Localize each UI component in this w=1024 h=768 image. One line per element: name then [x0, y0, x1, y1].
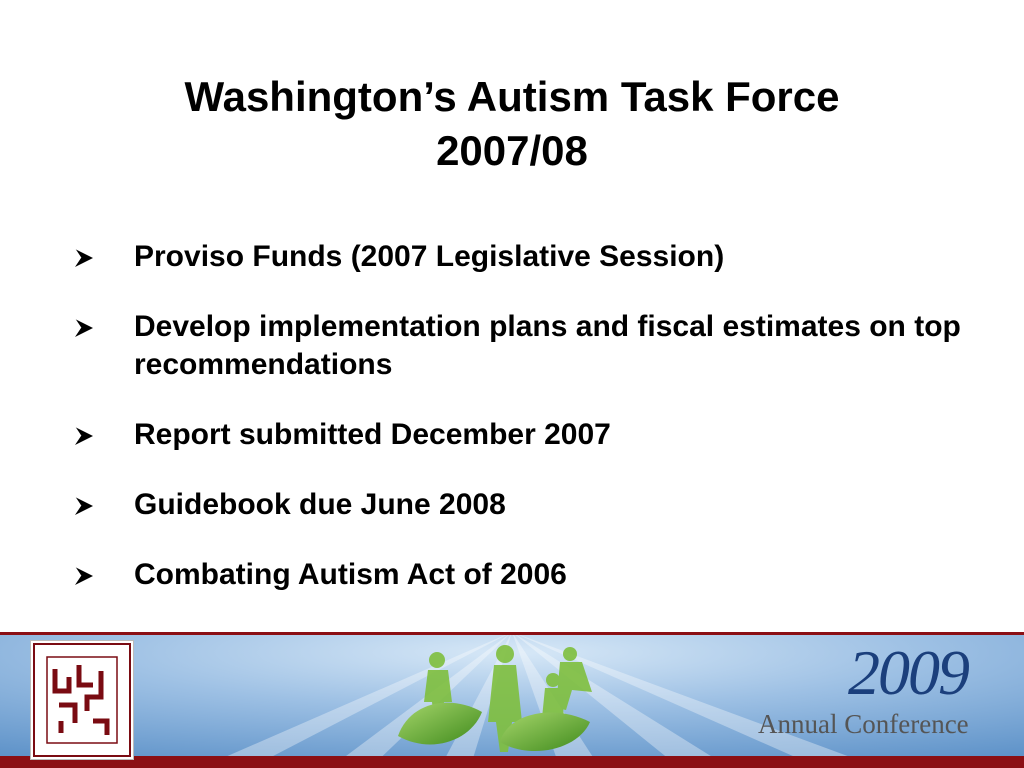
title-line-2: 2007/08	[436, 127, 588, 174]
slide-title	[0, 70, 1024, 178]
bullet-text: Report submitted December 2007	[134, 418, 611, 451]
amchp-logo-icon	[31, 641, 133, 759]
bullet-list	[72, 238, 972, 626]
arrow-bullet-icon	[72, 246, 96, 270]
bullet-item	[72, 238, 972, 276]
conference-label: Annual Conference	[758, 709, 969, 739]
bullet-text: Proviso Funds (2007 Legislative Session)	[134, 240, 725, 273]
bullet-item	[72, 556, 972, 594]
arrow-bullet-icon	[72, 494, 96, 518]
bullet-item	[72, 486, 972, 524]
logo-text	[37, 611, 127, 612]
bullet-item	[72, 416, 972, 454]
arrow-bullet-icon	[72, 316, 96, 340]
bullet-text: Guidebook due June 2008	[134, 488, 506, 521]
title-line-1: Washington’s Autism Task Force	[184, 73, 840, 120]
amchp-logo	[30, 640, 134, 760]
bullet-text: Combating Autism Act of 2006	[134, 558, 567, 591]
bullet-text: Develop implementation plans and fiscal estimates on top recommendations	[134, 310, 961, 381]
arrow-bullet-icon	[72, 564, 96, 588]
conference-year: 2009	[848, 637, 968, 708]
bullet-item	[72, 308, 972, 384]
arrow-bullet-icon	[72, 424, 96, 448]
